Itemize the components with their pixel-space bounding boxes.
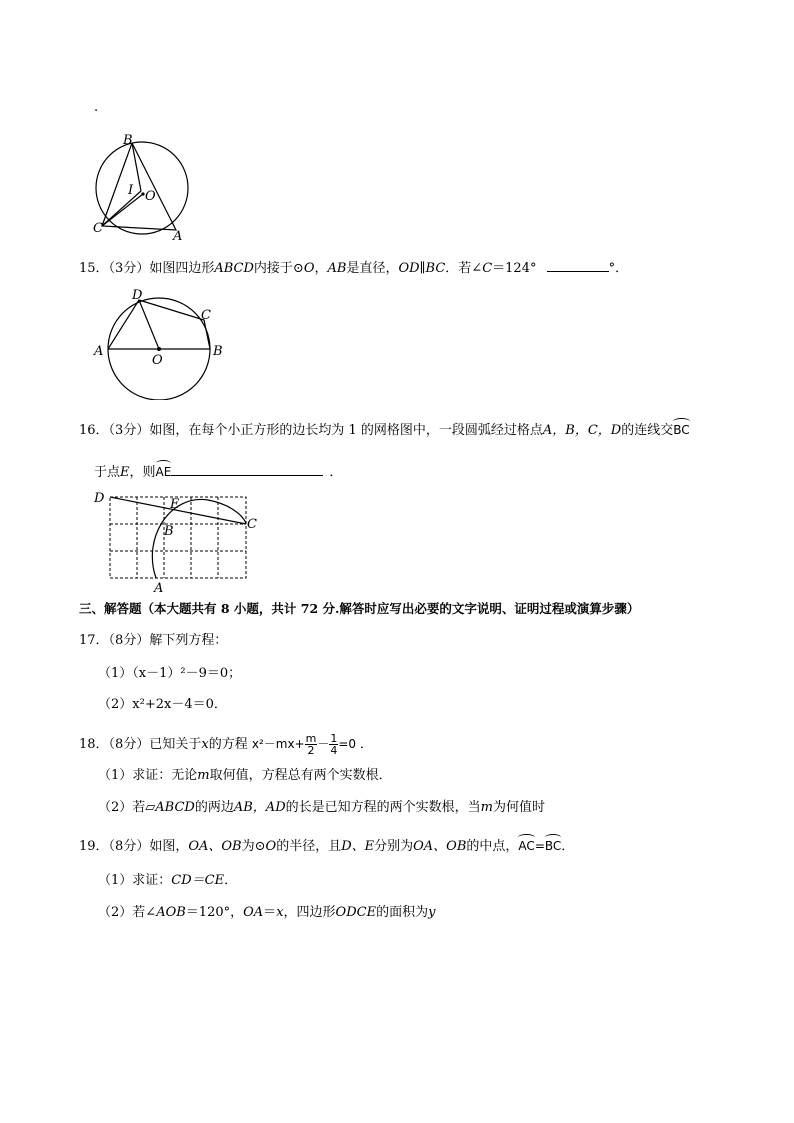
label-d: D — [94, 491, 105, 506]
q19-score: （8分） — [108, 839, 150, 854]
frac-num: 1 — [330, 732, 338, 745]
label-c: C — [93, 221, 103, 236]
q19-oa-ob: OA、OB — [188, 839, 242, 854]
q19-o: O — [265, 839, 277, 854]
q19-odce: ODCE — [335, 905, 377, 920]
q16-arc-ae: AE — [155, 465, 172, 479]
q15-text: 内接于⊙ — [253, 261, 304, 276]
q18-x: x — [201, 737, 209, 752]
q18-text: 为何值时 — [492, 800, 545, 815]
q19-x: x — [276, 905, 284, 920]
q18-eq-part: － — [317, 737, 330, 751]
question-18 — [79, 731, 373, 759]
q19-text: = — [534, 839, 545, 853]
q19-text: 为⊙ — [241, 839, 266, 854]
q16-arc-bc: BC — [673, 423, 690, 437]
q15-number: 15． — [79, 261, 109, 276]
q19-aob: AOB — [156, 905, 186, 920]
q17-part2 — [98, 697, 227, 713]
q19-oa: OA — [243, 905, 264, 920]
q16-text: ． — [329, 465, 343, 480]
q15-o: O — [303, 261, 315, 276]
q16-text: ，则 — [129, 465, 156, 480]
q15-text: 是直径， — [346, 261, 399, 276]
question-19 — [79, 838, 574, 855]
q16-text: 如图，在每个小正方形的边长均为 1 的网格图中，一段圆弧经过格点 — [149, 423, 543, 438]
quadrilateral-abcd — [108, 300, 210, 349]
q15-ab: AB — [327, 261, 347, 276]
q15-text: ．若∠ — [445, 261, 483, 276]
figure-circle-triangle-incenter — [88, 128, 198, 240]
q18-eq-part: x²－mx+ — [251, 737, 305, 751]
segment-bi — [132, 143, 141, 191]
stray-dot: . — [94, 100, 99, 115]
q16-answer-blank[interactable] — [171, 463, 323, 476]
q19-part2-label: （2） — [98, 905, 133, 920]
q19-text: 分别为 — [374, 839, 414, 854]
q19-text: 如图， — [149, 839, 189, 854]
q18-part1 — [98, 768, 392, 784]
q19-d-e: D、E — [341, 839, 375, 854]
q19-y: y — [428, 905, 436, 920]
q17-part1-equation: （x－1）²－9＝0； — [132, 666, 242, 681]
q19-text: ＝ — [263, 905, 277, 920]
q15-text: °． — [608, 261, 629, 276]
question-17 — [79, 633, 227, 649]
fraction-1-over-4 — [329, 733, 338, 756]
q19-text: 若∠ — [132, 905, 157, 920]
q18-score: （8分） — [108, 737, 150, 752]
q17-part1 — [98, 666, 241, 682]
q18-text: 已知关于 — [149, 737, 202, 752]
q19-text: 的中点， — [466, 839, 519, 854]
q19-part2 — [98, 905, 435, 921]
q15-text: ＝124° — [492, 261, 537, 276]
q16-text: 的连线交 — [621, 423, 674, 438]
q18-text: 取何值，方程总有两个实数根． — [209, 768, 392, 783]
q16-points: A，B，C，D — [542, 423, 622, 438]
question-15 — [79, 259, 628, 277]
point-o — [157, 347, 161, 351]
label-c: C — [201, 308, 211, 323]
q18-m: m — [197, 768, 210, 783]
q19-part1-label: （1） — [98, 873, 133, 888]
q19-oa-ob: OA、OB — [413, 839, 467, 854]
q18-m: m — [480, 800, 493, 815]
q16-number: 16． — [79, 423, 109, 438]
q15-od-bc: OD∥BC — [398, 261, 446, 276]
q18-text: 求证：无论 — [132, 768, 198, 783]
q15-c: C — [482, 261, 493, 276]
q19-part1 — [98, 873, 237, 889]
label-d: D — [132, 288, 143, 303]
q18-part2-label: （2） — [98, 800, 133, 815]
q18-text: 的方程 — [208, 737, 248, 752]
q18-ab-ad: AB，AD — [233, 800, 286, 815]
q15-abcd: ABCD — [214, 261, 254, 276]
q19-number: 19． — [79, 839, 109, 854]
q18-part2 — [98, 800, 545, 816]
q19-arc-ac: AC — [518, 839, 535, 853]
q18-equation — [251, 732, 360, 757]
q16-score: （3分） — [108, 423, 150, 438]
q16-e: E — [120, 465, 130, 480]
q15-answer-blank[interactable] — [547, 259, 609, 272]
q19-text: ＝120°， — [185, 905, 244, 920]
q17-score: （8分） — [108, 633, 150, 648]
label-i: I — [128, 183, 134, 198]
figure-inscribed-quadrilateral — [92, 286, 228, 400]
frac-den: 2 — [307, 744, 315, 757]
label-a: A — [154, 581, 164, 594]
label-e: E — [170, 497, 180, 512]
q18-number: 18． — [79, 737, 109, 752]
label-a: A — [173, 229, 183, 240]
q17-number: 17． — [79, 633, 109, 648]
question-16 — [79, 422, 690, 439]
q17-part1-label: （1） — [98, 666, 133, 681]
section-heading-3: 三、解答题（本大题共有 8 小题，共计 72 分.解答时应写出必要的文字说明、证明过程或演算步骤） — [79, 601, 640, 616]
frac-den: 4 — [330, 744, 338, 757]
q18-text: 若▱ — [132, 800, 156, 815]
label-o: O — [145, 189, 156, 204]
q18-abcd: ABCD — [155, 800, 195, 815]
q17-part2-equation: x²+2x－4＝0． — [132, 697, 227, 712]
q19-text: ． — [561, 839, 575, 854]
q16-text: 于点 — [94, 465, 121, 480]
figure-grid-arc — [90, 488, 270, 594]
q18-eq-part: =0 — [338, 737, 357, 751]
label-c: C — [247, 517, 257, 532]
q19-text: 求证： — [132, 873, 172, 888]
q18-text: 的两边 — [194, 800, 234, 815]
label-b: B — [123, 133, 133, 148]
q18-part1-label: （1） — [98, 768, 133, 783]
q17-text: 解下列方程： — [149, 633, 228, 648]
label-b: B — [164, 524, 174, 539]
q19-cd-ce: CD＝CE — [171, 873, 225, 888]
frac-num: m — [305, 732, 317, 745]
segment-od — [139, 300, 159, 349]
q18-text: ． — [359, 737, 373, 752]
label-o: O — [152, 353, 163, 368]
q19-text: 的半径，且 — [276, 839, 342, 854]
q18-text: 的长是已知方程的两个实数根，当 — [285, 800, 481, 815]
q19-text: ． — [224, 873, 238, 888]
q17-part2-label: （2） — [98, 697, 133, 712]
q19-text: ，四边形 — [283, 905, 336, 920]
q15-score: （3分） — [108, 261, 150, 276]
label-a: A — [94, 344, 104, 359]
q15-text: 如图四边形 — [149, 261, 215, 276]
q19-arc-bc: BC — [544, 839, 562, 853]
fraction-m-over-2 — [305, 733, 318, 756]
q19-text: 的面积为 — [376, 905, 429, 920]
q15-text: ， — [314, 261, 328, 276]
question-16-line2 — [94, 463, 342, 481]
label-b: B — [213, 344, 223, 359]
